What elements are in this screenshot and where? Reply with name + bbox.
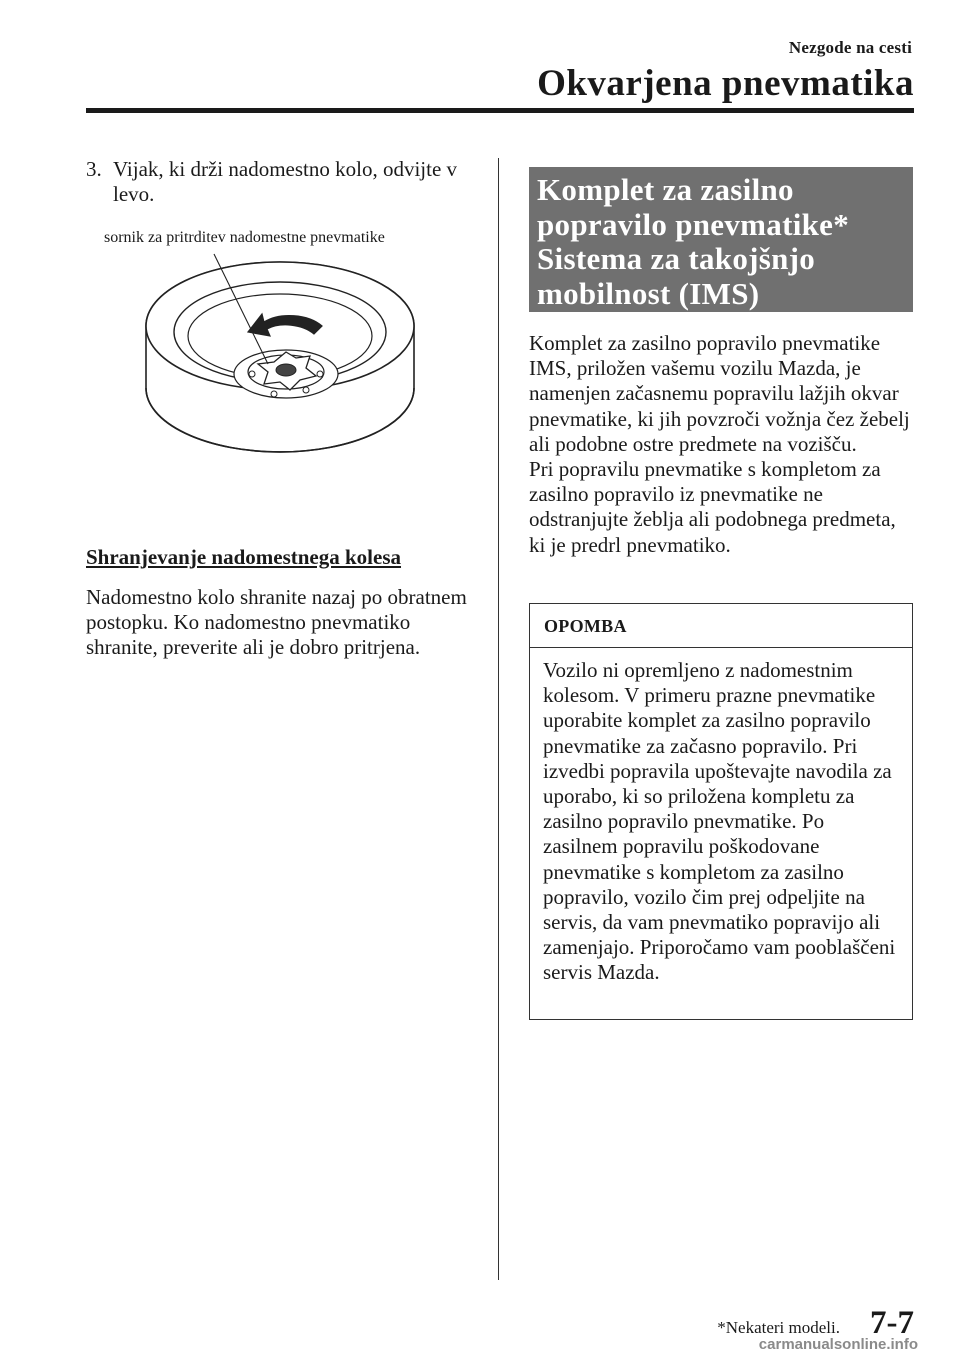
- heading-line-1: Komplet za zasilno: [537, 172, 794, 207]
- ims-paragraph-1: Komplet za zasilno popravilo pnevmatike IMS, priložen vašemu vozilu Mazda, je namenjen začasnemu popravilu lažjih okvar pnevmatike, ki jih povzroči vožnja čez žebelj ali podobne ostre predmete na vozišču.: [529, 331, 910, 456]
- step-number: 3.: [86, 157, 102, 181]
- section-category: Nezgode na cesti: [788, 38, 912, 57]
- watermark: carmanualsonline.info: [758, 1336, 918, 1353]
- figure-callout-label: sornik za pritrditev nadomestne pnevmatike: [104, 229, 385, 246]
- footnote: *Nekateri modeli.: [717, 1318, 840, 1337]
- ims-paragraph: [529, 331, 913, 558]
- page-title: Okvarjena pnevmatika: [537, 63, 914, 104]
- heading-line-2: popravilo pnevmatike*: [537, 206, 850, 242]
- note-box: [529, 603, 913, 1020]
- ims-section-heading: [529, 167, 913, 312]
- ims-paragraph-2: Pri popravilu pnevmatike s kompletom za zasilno popravilo iz pnevmatike ne odstranjujte žeblja ali podobnega predmeta, ki je predrl pnevmatiko.: [529, 457, 896, 557]
- step-3: [86, 157, 481, 207]
- storage-subheading: Shranjevanje nadomestnega kolesa: [86, 545, 402, 569]
- storage-paragraph: Nadomestno kolo shranite nazaj po obratnem postopku. Ko nadomestno pnevmatiko shranite, preverite ali je dobro pritrjena.: [86, 585, 467, 660]
- column-divider: [498, 158, 499, 1280]
- heading-line-4: mobilnost (IMS): [537, 275, 760, 311]
- step-text: Vijak, ki drži nadomestno kolo, odvijte v levo.: [113, 157, 458, 207]
- heading-line-3: Sistema za takojšnjo: [537, 241, 816, 276]
- note-text: Vozilo ni opremljeno z nadomestnim kolesom. V primeru prazne pnevmatike uporabite komplet za zasilno popravilo pnevmatike za začasno popravilo. Pri izvedbi popravila upoštevajte navodila za uporabo, ki so priložena kompletu za zasilno popravilo pnevmatike. Po zasilnem popravilu poškodovane pnevmatike s kompletom za zasilno popravilo, vozilo čim prej odpeljite na servis, da vam pnevmatiko popravijo ali zamenjajo. Priporočamo vam pooblaščeni servis Mazda.: [543, 658, 896, 985]
- note-title: OPOMBA: [530, 604, 912, 648]
- spare-wheel-illustration: [140, 240, 420, 500]
- page-number: 7-7: [870, 1305, 914, 1341]
- header-rule: [86, 108, 914, 113]
